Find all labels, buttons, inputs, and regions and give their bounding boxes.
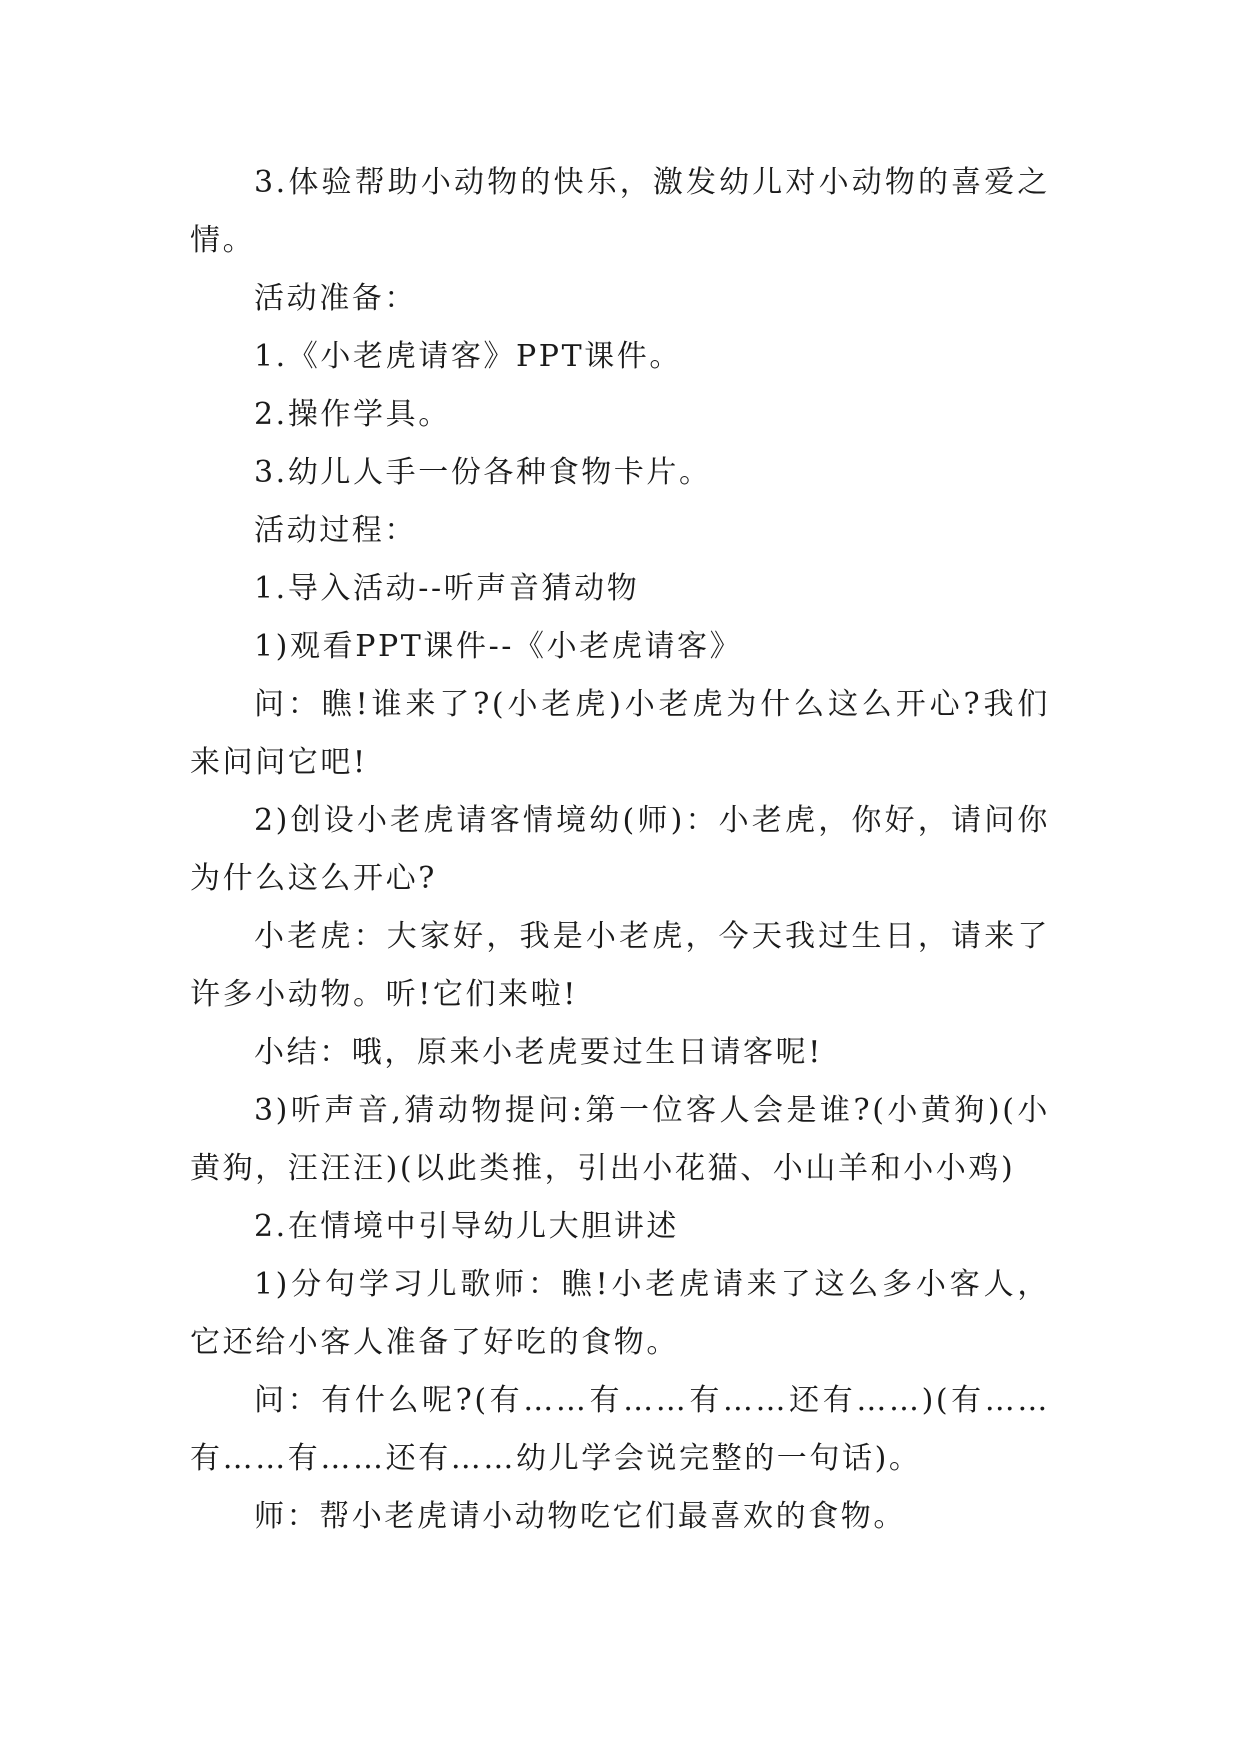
- sub-list-item: 3)听声音,猜动物提问:第一位客人会是谁?(小黄狗)(小黄狗，汪汪汪)(以此类推，引出小花猫、小山羊和小小鸡): [190, 1093, 1050, 1186]
- list-item: 3.幼儿人手一份各种食物卡片。: [254, 455, 712, 490]
- paragraph: 师：帮小老虎请小动物吃它们最喜欢的食物。: [254, 1499, 906, 1534]
- sub-list-item: 2)创设小老虎请客情境幼(师)：小老虎，你好，请问你为什么这么开心?: [190, 803, 1050, 896]
- document-body: [190, 154, 1050, 1546]
- sub-list-item: 1)观看PPT课件--《小老虎请客》: [254, 629, 743, 664]
- list-item: 1.《小老虎请客》PPT课件。: [254, 339, 683, 374]
- paragraph: 问：有什么呢?(有……有……有……还有……)(有……有……有……还有……幼儿学会说完整的一句话)。: [190, 1383, 1050, 1476]
- sub-list-item: 1)分句学习儿歌师：瞧!小老虎请来了这么多小客人，它还给小客人准备了好吃的食物。: [190, 1267, 1050, 1360]
- paragraph: 小结：哦，原来小老虎要过生日请客呢!: [254, 1035, 823, 1070]
- paragraph: 小老虎：大家好，我是小老虎，今天我过生日，请来了许多小动物。听!它们来啦!: [190, 919, 1050, 1012]
- section-heading: 活动过程：: [254, 513, 417, 548]
- paragraph: 问：瞧!谁来了?(小老虎)小老虎为什么这么开心?我们来问问它吧!: [190, 687, 1050, 780]
- list-item: 2.在情境中引导幼儿大胆讲述: [254, 1209, 680, 1244]
- section-heading: 活动准备：: [254, 281, 417, 316]
- list-item: 2.操作学具。: [254, 397, 451, 432]
- paragraph: 3.体验帮助小动物的快乐，激发幼儿对小动物的喜爱之情。: [190, 165, 1050, 258]
- list-item: 1.导入活动--听声音猜动物: [254, 571, 640, 606]
